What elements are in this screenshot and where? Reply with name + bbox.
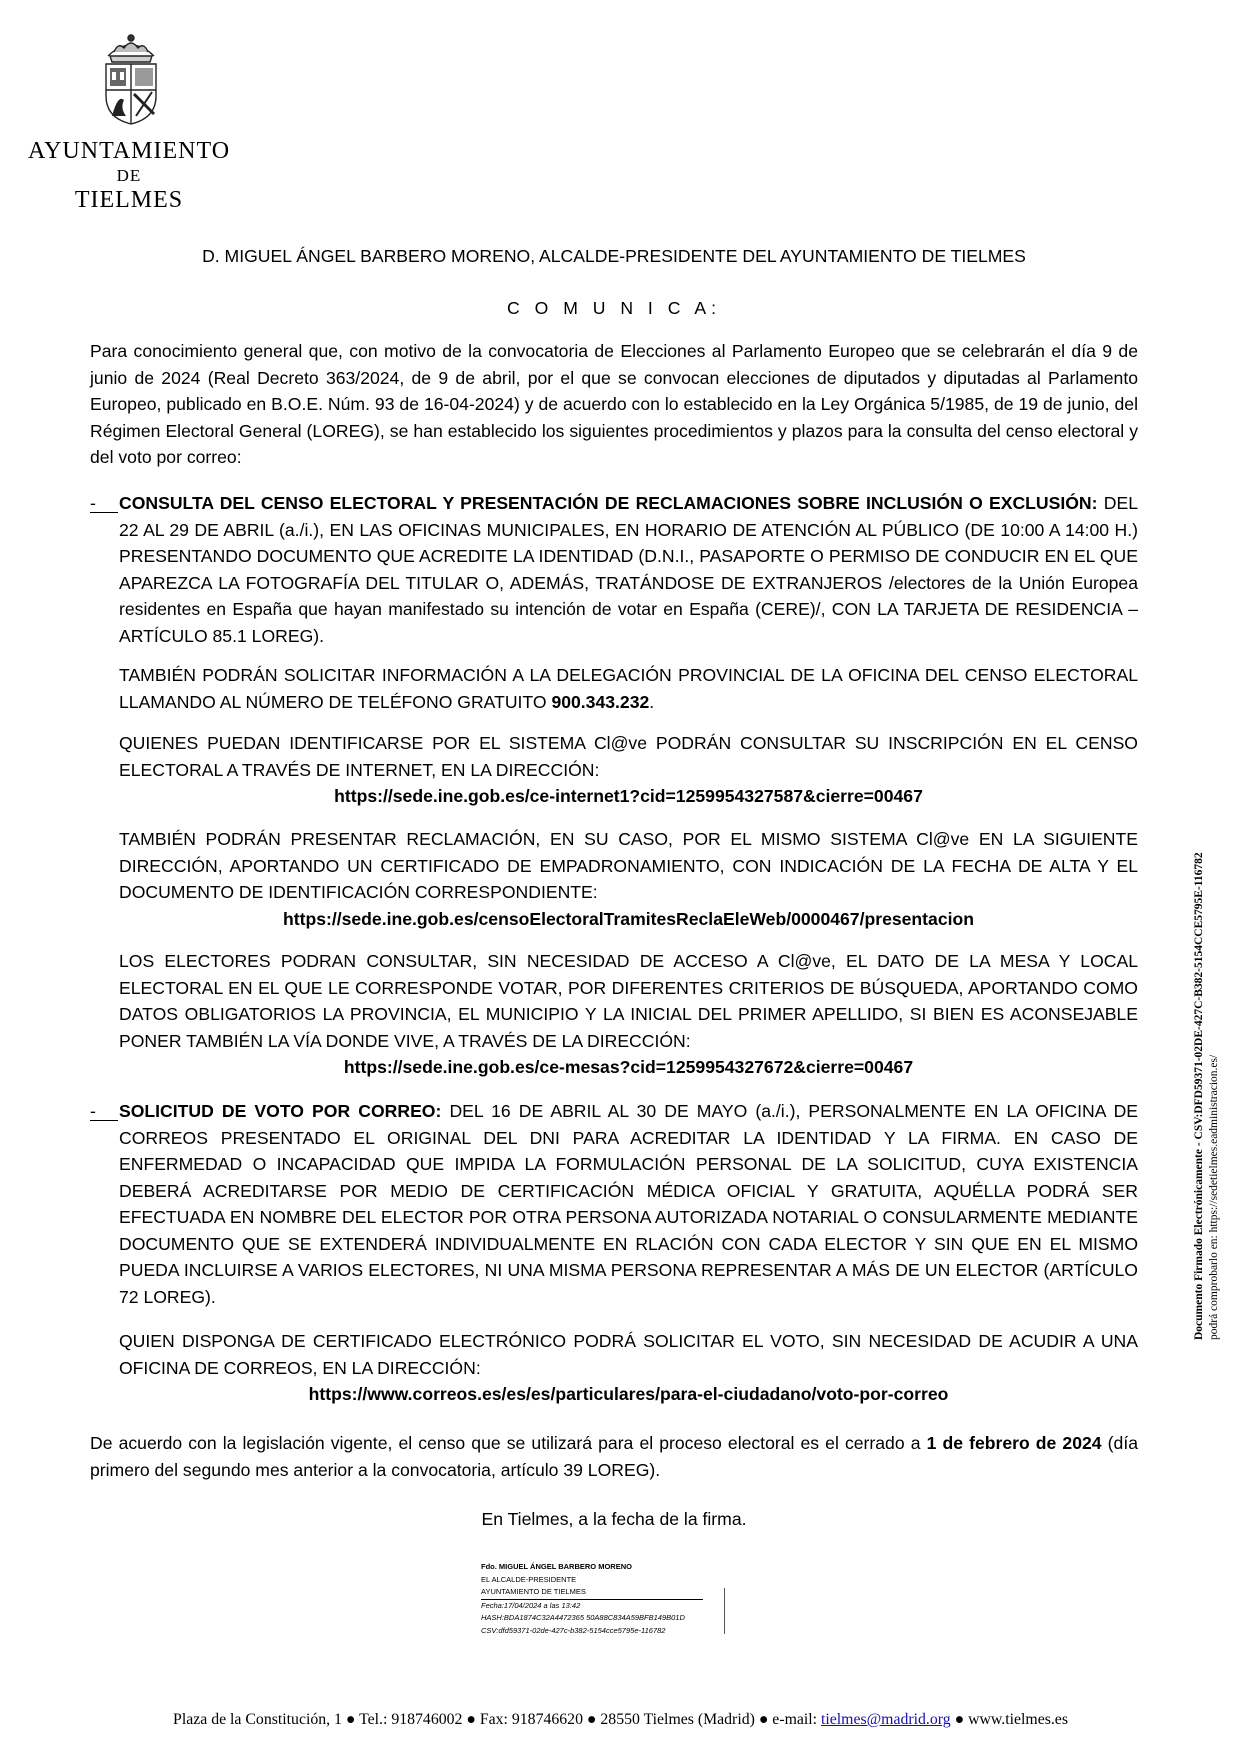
sidebar-verify-url[interactable]: podrá comprobarlo en: https://sedetielmes.eadministracion.es/ xyxy=(1208,1054,1220,1340)
phone-number: 900.343.232 xyxy=(551,691,650,712)
bullet-dash: - xyxy=(90,1098,118,1121)
claim-text: TAMBIÉN PODRÁN PRESENTAR RECLAMACIÓN, EN SU CASO, POR EL MISMO SISTEMA Cl@ve EN LA SIGUIENTE DIRECCIÓN, APORTANDO UN CERTIFICADO DE EMPADRONAMIENTO, CON INDICACIÓN DE LA FECHA DE ALTA Y EL DOCUMENTO DE IDENTIFICACIÓN CORRESPONDIENTE: xyxy=(119,829,1138,902)
coat-of-arms-logo xyxy=(98,30,164,126)
mayor-title: D. MIGUEL ÁNGEL BARBERO MORENO, ALCALDE-PRESIDENTE DEL AYUNTAMIENTO DE TIELMES xyxy=(202,246,1026,266)
claim-url-link[interactable]: https://sede.ine.gob.es/censoElectoralTramitesReclaEleWeb/0000467/presentacion xyxy=(282,908,974,929)
certificate-text: QUIEN DISPONGA DE CERTIFICADO ELECTRÓNICO PODRÁ SOLICITAR EL VOTO, SIN NECESIDAD DE ACUDIR A UNA OFICINA DE CORREOS, EN LA DIRECCIÓN: xyxy=(119,1331,1138,1378)
mesa-url-link[interactable]: https://sede.ine.gob.es/ce-mesas?cid=1259954327672&cierre=00467 xyxy=(343,1057,914,1077)
section-postal-text xyxy=(119,1098,1138,1310)
place-date: En Tielmes, a la fecha de la firma. xyxy=(481,1509,747,1529)
announcement-heading: C O M U N I C A: xyxy=(507,298,721,318)
footer-address: Plaza de la Constitución, 1 ● Tel.: 918746002 ● Fax: 918746620 ● 28550 Tielmes (Madrid) ● e-mail: xyxy=(173,1711,821,1728)
sidebar-csv: Documento Firmado Electrónicamente - CSV:DFD59371-02DE-427C-B382-5154CCE5795E-116782 xyxy=(1193,852,1205,1340)
census-date: 1 de febrero de 2024 xyxy=(926,1433,1102,1453)
electronic-signature-sidebar xyxy=(1192,720,1236,1340)
section-census-consultation xyxy=(90,490,1138,649)
signature-mark xyxy=(724,1588,729,1634)
intro-paragraph: Para conocimiento general que, con motivo de la convocatoria de Elecciones al Parlamento Europeo que se celebrarán el día 9 de junio de 2024 (Real Decreto 363/2024, de 9 de abril, por el que se convocan elecciones de diputados y diputadas al Parlamento Europeo, publicado en B.O.E. Núm. 93 de 16-04-2024) y de acuerdo con lo establecido en la Ley Orgánica 5/1985, de 19 de junio, del Régimen Electoral General (LOREG), se han establecido los siguientes procedimientos y plazos para la consulta del censo electoral y del voto por correo: xyxy=(90,341,1138,467)
closing-paragraph: De acuerdo con la legislación vigente, el censo que se utilizará para el proceso electoral es el cerrado a 1 de febrero de 2024 (día primero del segundo mes anterior a la convocatoria, artículo 39 LOREG). xyxy=(90,1433,1138,1480)
mesa-paragraph xyxy=(119,948,1138,1081)
footer-web[interactable]: ● www.tielmes.es xyxy=(950,1711,1068,1728)
claim-paragraph xyxy=(119,826,1138,932)
mesa-text: LOS ELECTORES PODRAN CONSULTAR, SIN NECESIDAD DE ACCESO A Cl@ve, EL DATO DE LA MESA Y LOCAL ELECTORAL EN EL QUE LE CORRESPONDE VOTAR, POR DIFERENTES CRITERIOS DE BÚSQUEDA, APORTANDO COMO DATOS OBLIGATORIOS LA PROVINCIA, EL MUNICIPIO Y LA INICIAL DEL PRIMER APELLIDO, SI BIEN ES ACONSEJABLE PONER TAMBIÉN LA VÍA DONDE VIVE, A TRAVÉS DE LA DIRECCIÓN: xyxy=(119,951,1138,1051)
signature-role: EL ALCALDE-PRESIDENTE xyxy=(481,1574,577,1584)
certificate-paragraph xyxy=(119,1328,1138,1408)
signature-date: Fecha:17/04/2024 a las 13:42 xyxy=(481,1600,581,1610)
page-footer xyxy=(0,1711,1241,1729)
phone-paragraph: TAMBIÉN PODRÁN SOLICITAR INFORMACIÓN A LA DELEGACIÓN PROVINCIAL DE LA OFICINA DEL CENSO ELECTORAL LLAMANDO AL NÚMERO DE TELÉFONO GRATUITO 900.343.232. xyxy=(119,665,1138,712)
section-census-text xyxy=(119,490,1138,649)
section-census-body: DEL 22 AL 29 DE ABRIL (a./i.), EN LAS OFICINAS MUNICIPALES, EN HORARIO DE ATENCIÓN AL PÚBLICO (DE 10:00 A 14:00 H.) PRESENTANDO DOCUMENTO QUE ACREDITE LA IDENTIDAD (D.N.I., PASAPORTE O PERMISO DE CONDUCIR EN EL QUE APAREZCA LA FOTOGRAFÍA DEL TITULAR O, ADEMÁS, TRATÁNDOSE DE EXTRANJEROS /electores de la Unión Europea residentes en España que hayan manifestado su intención de votar en España (CERE)/, CON LA TARJETA DE RESIDENCIA – ARTÍCULO 85.1 LOREG). xyxy=(119,493,1138,646)
clave-paragraph xyxy=(119,730,1138,810)
electronic-signature-block xyxy=(481,1561,741,1673)
signature-signer: Fdo. MIGUEL ÁNGEL BARBERO MORENO xyxy=(481,1562,632,1571)
municipality-line-3: TIELMES xyxy=(74,187,184,213)
section-postal-body: DEL 16 DE ABRIL AL 30 DE MAYO (a./i.), PERSONALMENTE EN LA OFICINA DE CORREOS PRESENTADO EL ORIGINAL DEL DNI PARA ACREDITAR LA IDENTIDAD Y LA FIRMA. EN CASO DE ENFERMEDAD O INCAPACIDAD QUE IMPIDA LA FORMULACIÓN PERSONAL DE LA SOLICITUD, CUYA EXISTENCIA DEBERÁ ACREDITARSE POR MEDIO DE CERTIFICACIÓN MÉDICA OFICIAL Y GRATUITA, AQUÉLLA PODRÁ SER EFECTUADA EN NOMBRE DEL ELECTOR POR OTRA PERSONA AUTORIZADA NOTARIAL O CONSULARMENTE MEDIANTE DOCUMENTO QUE SE EXTENDERÁ INDIVIDUALMENTE EN RLACIÓN CON CADA ELECTOR Y SIN QUE EN EL MISMO PUEDA INCLUIRSE A VARIOS ELECTORES, NI UNA MISMA PERSONA REPRESENTAR A MÁS DE UN ELECTOR (ARTÍCULO 72 LOREG). xyxy=(119,1101,1139,1307)
section-postal-title: SOLICITUD DE VOTO POR CORREO: xyxy=(119,1101,442,1121)
signature-hash: HASH:BDA1874C32A4472365 50A88C834A59BFB149B01D xyxy=(481,1613,685,1622)
municipality-name xyxy=(18,138,240,214)
footer-email-link[interactable]: tielmes@madrid.org xyxy=(821,1711,951,1728)
correos-url-link[interactable]: https://www.correos.es/es/es/particulares/para-el-ciudadano/voto-por-correo xyxy=(308,1384,949,1404)
signature-csv: CSV:dfd59371-02de-427c-b382-5154cce5795e-116782 xyxy=(481,1625,666,1635)
section-census-title: CONSULTA DEL CENSO ELECTORAL Y PRESENTACIÓN DE RECLAMACIONES SOBRE INCLUSIÓN O EXCLUSIÓN: xyxy=(119,493,1098,513)
bullet-dash: - xyxy=(90,490,118,513)
municipality-line-2: DE xyxy=(116,166,142,185)
municipality-line-1: AYUNTAMIENTO xyxy=(27,138,231,164)
section-postal-vote xyxy=(90,1098,1138,1310)
signature-institution: AYUNTAMIENTO DE TIELMES xyxy=(481,1586,703,1600)
clave-text: QUIENES PUEDAN IDENTIFICARSE POR EL SISTEMA Cl@ve PODRÁN CONSULTAR SU INSCRIPCIÓN EN EL CENSO ELECTORAL A TRAVÉS DE INTERNET, EN LA DIRECCIÓN: xyxy=(119,733,1138,780)
clave-url-link[interactable]: https://sede.ine.gob.es/ce-internet1?cid=1259954327587&cierre=00467 xyxy=(334,786,923,806)
